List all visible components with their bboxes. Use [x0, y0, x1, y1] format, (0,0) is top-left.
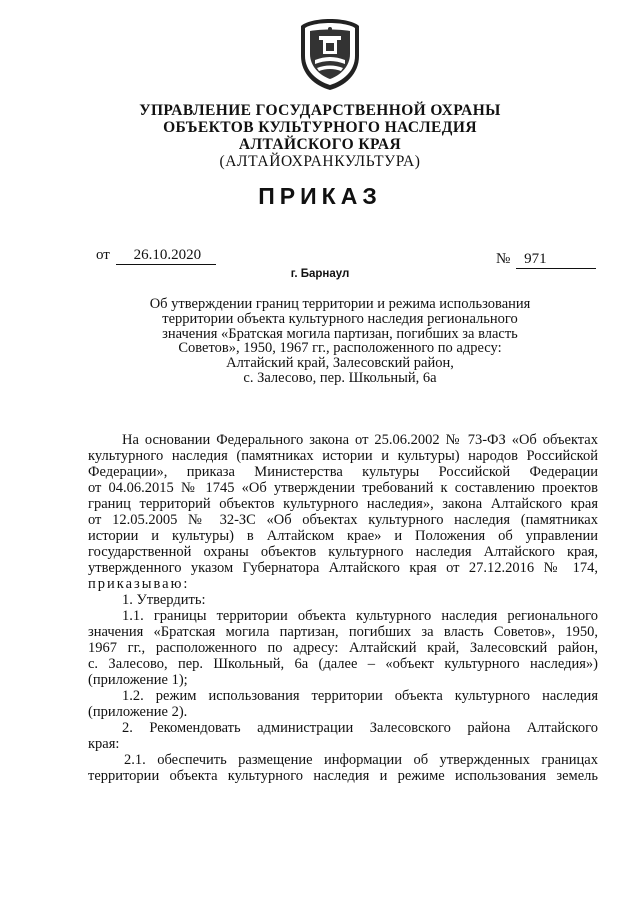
date-value: 26.10.2020 [116, 247, 216, 265]
date-field [96, 247, 216, 265]
body-line: (приложение 1); [88, 672, 188, 688]
number-prefix: № [496, 251, 511, 267]
body-line: утвержденного указом Губернатора Алтайского края от 27.12.2016 № 174, [88, 560, 598, 576]
number-field [496, 251, 596, 269]
body-line: от 12.05.2005 № 32-ЗС «Об объектах культурного наследия (памятниках [88, 512, 598, 528]
body-line: от 04.06.2015 № 1745 «Об утверждении требований к составлению проектов [88, 480, 598, 496]
body-line: 1.1. границы территории объекта культурного наследия регионального [122, 608, 598, 624]
body-line: 2. Рекомендовать администрации Залесовского района Алтайского [122, 720, 598, 736]
body-line: (приложение 2). [88, 704, 188, 720]
subject-block [120, 297, 560, 386]
org-line-2: ОБЪЕКТОВ КУЛЬТУРНОГО НАСЛЕДИЯ [163, 119, 477, 136]
organization-header [0, 102, 640, 170]
org-line-3: АЛТАЙСКОГО КРАЯ [238, 136, 402, 153]
body-line: 1.2. режим использования территории объекта культурного наследия [122, 688, 598, 704]
number-value: 971 [516, 251, 596, 269]
org-line-4: (АЛТАЙОХРАНКУЛЬТУРА) [219, 153, 421, 170]
document-body [88, 432, 598, 784]
subject-line: значения «Братская могила партизан, погибших за власть [162, 325, 518, 342]
body-line: территории объекта культурного наследия и режиме использования земель [88, 768, 598, 784]
subject-line: Алтайский край, Залесовский район, [226, 355, 454, 372]
city-label: г. Барнаул [290, 268, 350, 280]
org-line-1: УПРАВЛЕНИЕ ГОСУДАРСТВЕННОЙ ОХРАНЫ [139, 102, 501, 119]
subject-line: территории объекта культурного наследия регионального [162, 310, 518, 327]
body-line: государственной охраны объектов культурного наследия Алтайского края, [88, 544, 598, 560]
body-line: Федерации», приказа Министерства культуры Российской Федерации [88, 464, 598, 480]
body-line: истории и культуры) в Алтайском крае» и Положения об управлении [88, 528, 598, 544]
document-title: ПРИКАЗ [258, 183, 382, 209]
coat-of-arms-emblem [297, 16, 363, 92]
date-prefix: от [96, 247, 110, 263]
body-line: культурного наследия (памятниках истории и культуры) народов Российской [88, 448, 598, 464]
body-line: приказываю: [88, 576, 190, 592]
body-line: 1967 гг., расположенного по адресу: Алтайский край, Залесовский район, [88, 640, 598, 656]
body-line: На основании Федерального закона от 25.06.2002 № 73-ФЗ «Об объектах [122, 432, 598, 448]
body-line: значения «Братская могила партизан, погибших за власть Советов», 1950, [88, 624, 598, 640]
subject-line: Советов», 1950, 1967 гг., расположенного по адресу: [178, 340, 502, 357]
body-line: с. Залесово, пер. Школьный, 6а (далее – «объект культурного наследия») [88, 656, 598, 672]
body-line: 2.1. обеспечить размещение информации об утвержденных границах [124, 752, 598, 768]
body-line: края: [88, 736, 120, 752]
subject-line: с. Залесово, пер. Школьный, 6а [243, 369, 437, 386]
body-line: границ территорий объектов культурного наследия», закона Алтайского края [88, 496, 598, 512]
body-line: 1. Утвердить: [122, 592, 206, 608]
subject-line: Об утверждении границ территории и режима использования [149, 296, 531, 312]
